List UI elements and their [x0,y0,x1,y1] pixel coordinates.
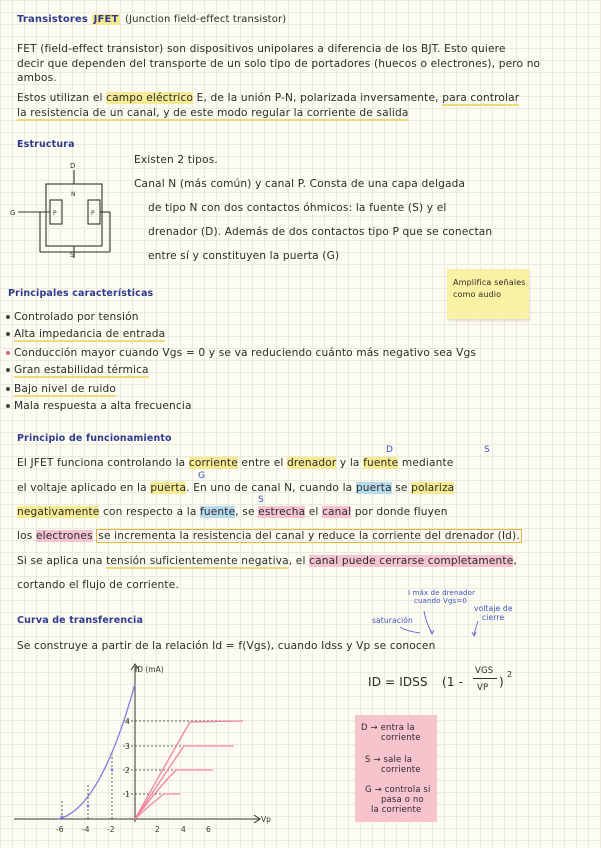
estructura-line-2: Canal N (más común) y canal P. Consta de una capa delgada [134,178,466,190]
formula-close: ) [499,675,504,689]
caracteristica-item-4: Gran estabilidad térmica [6,363,149,377]
tick-x-neg2: -2 [107,825,115,834]
title [17,13,120,27]
funcionamiento-line-3: negativamente con respecto a la fuente, se estrecha el canal por donde fluyen [17,506,448,518]
sticky-note-yellow: Amplifica señales como audio [447,269,529,319]
graph-ylabel: ID (mA) [135,665,164,674]
heading-caracteristicas: Principales características [8,288,154,299]
tick-y-4: 4 [125,717,130,726]
estructura-line-3: de tipo N con dos contactos óhmicos: la fuente (S) y el [148,202,447,214]
tick-x-4: 4 [181,825,186,834]
caracteristica-item-5: Bajo nivel de ruido [6,382,116,396]
jfet-structure-diagram [10,158,120,258]
annotation-arrows [380,597,510,637]
highlight-campo-electrico: campo eléctrico [106,92,194,104]
intro-line-3: ambos. [17,72,57,84]
annot-d: D [386,445,394,455]
annot-g: G [198,471,206,481]
caracteristica-item-3: Conducción mayor cuando Vgs = 0 y se va reduciendo cuánto más negativo sea Vgs [6,346,476,360]
formula-numerator: VGS [475,666,494,676]
title-word-jfet: JFET [93,14,119,25]
curva-line-1: Se construye a partir de la relación Id = f(Vgs), cuando Idss y Vp se conocen [17,640,436,652]
funcionamiento-line-6: cortando el flujo de corriente. [17,579,179,591]
intro-line-1: FET (field-effect transistor) son dispositivos unipolares a diferencia de los BJT. Esto quiere [17,43,506,55]
annot-s-1: S [484,445,490,455]
formula-fraction-bar [473,678,497,679]
intro-line-2: decir que dependen del transporte de un solo tipo de portadores (huecos o electrones), pero no [17,58,541,70]
funcionamiento-line-4: los electrones se incrementa la resistencia del canal y reduce la corriente del drenador (Id). [17,530,520,542]
transfer-curve-graph [8,660,278,840]
annot-s-2: S [258,495,264,505]
tick-x-6: 6 [206,825,211,834]
annot-idss-2: cuando Vgs=0 [414,597,467,605]
intro-para2-line-1: Estos utilizan el campo eléctrico E, de la unión P-N, polarizada inversamente, para controlar [17,92,520,104]
diagram-label-s: S [70,251,75,258]
diagram-label-p-right: P [91,210,95,217]
diagram-label-n: N [71,191,76,198]
annot-saturacion: saturación [372,616,413,625]
diagram-label-d: D [70,162,76,170]
transfer-curve [58,684,135,819]
formula-exponent: 2 [507,670,513,679]
caracteristica-item-2: Alta impedancia de entrada [6,327,165,341]
tick-x-neg4: -4 [82,825,90,834]
tick-y-1: 1 [125,790,130,799]
funcionamiento-line-2: el voltaje aplicado en la puerta. En uno de canal N, cuando la puerta se polariza [17,482,455,494]
diagram-label-p-left: P [53,210,57,217]
formula-lhs: ID = IDSS [368,675,428,689]
intro-para2-line-2: la resistencia de un canal, y de este modo regular la corriente de salida [17,107,409,119]
sticky-note-pink: D → entra la corriente S → sale la corriente G → controla si pasa o no la corriente [355,715,437,822]
annot-idss-1: I máx de drenador [408,589,476,597]
formula-open: (1 - [442,675,464,689]
diagram-label-g: G [10,209,16,217]
tick-y-3: 3 [125,742,130,751]
graph-xlabel: Vp [261,815,271,824]
caracteristica-item-1: Controlado por tensión [6,310,139,324]
estructura-line-1: Existen 2 tipos. [134,154,218,166]
subtitle: (Junction field-effect transistor) [125,14,287,25]
estructura-line-4: drenador (D). Además de dos contactos tipo P que se conectan [148,226,493,238]
estructura-line-5: entre sí y constituyen la puerta (G) [148,250,340,262]
annot-vp-1: voltaje de [474,604,513,613]
tick-y-2: 2 [125,766,130,775]
heading-funcionamiento: Principio de funcionamiento [17,433,172,444]
tick-x-neg6: -6 [56,825,64,834]
tick-x-2: 2 [155,825,160,834]
funcionamiento-line-1: El JFET funciona controlando la corriente entre el drenador y la fuente mediante [17,457,454,469]
heading-curva: Curva de transferencia [17,615,144,626]
funcionamiento-line-5: Si se aplica una tensión suficientemente negativa, el canal puede cerrarse completamente, [17,555,517,567]
annot-vp-2: cierre [482,613,505,622]
caracteristica-item-6: Mala respuesta a alta frecuencia [6,399,192,413]
title-word-transistores: Transistores [17,14,88,25]
heading-estructura: Estructura [17,139,75,150]
formula-denominator: VP [477,683,489,693]
